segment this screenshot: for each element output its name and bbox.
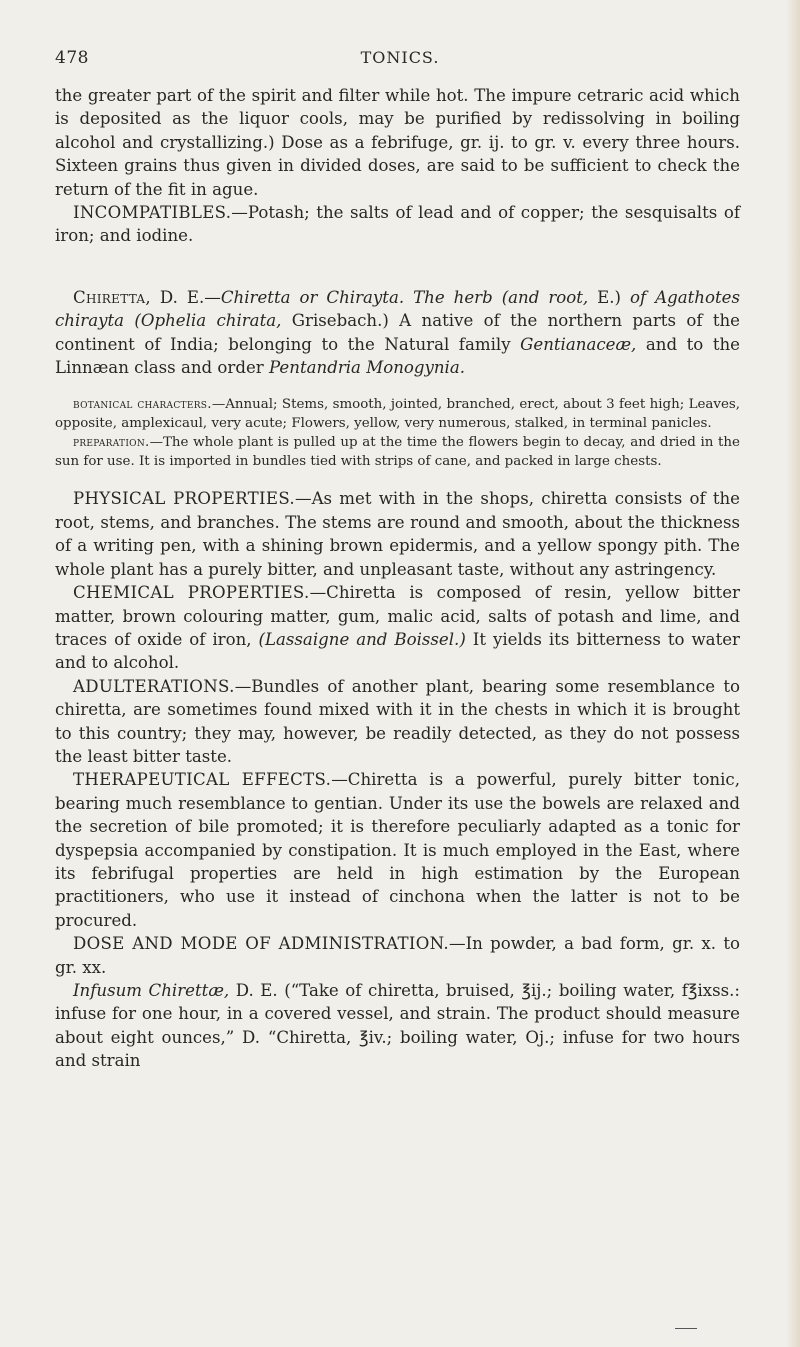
herb-label: The herb bbox=[404, 287, 502, 307]
chemical-text: —Chiretta is composed of resin, yellow bitter matter, brown colouring matter, gum, malic acid, salts of potash and lime, and traces of oxide of iron, bbox=[55, 583, 740, 649]
ophelia: (Ophelia chirata, bbox=[134, 311, 292, 331]
infusum-name: Infusum Chirettæ, bbox=[73, 981, 230, 1000]
chemical-citation: (Lassaigne and Boissel.) bbox=[258, 629, 466, 649]
running-head bbox=[55, 48, 740, 68]
paragraph-incompatibles bbox=[55, 201, 740, 248]
paragraph-chemical bbox=[55, 581, 740, 675]
paragraph-chiretta-entry bbox=[55, 286, 740, 380]
entry-synonym: Chiretta or Chirayta. bbox=[220, 287, 405, 307]
paragraph-botanical bbox=[55, 395, 740, 433]
linnaean: and to the Linnæan class and order bbox=[55, 334, 740, 378]
entry-reference: D. E.— bbox=[150, 287, 221, 307]
catchword-dash bbox=[675, 1328, 697, 1329]
paragraph-therapeutical bbox=[55, 768, 740, 932]
paragraph-dose bbox=[55, 932, 740, 979]
adulterations-text: —Bundles of another plant, bearing some resemblance to chiretta, are sometimes found mixed with it in the chests in which it is brought to this country; they may, however, be readily detected, as they do not possess the least bitter taste. bbox=[55, 676, 740, 766]
incompatibles-label: INCOMPATIBLES. bbox=[73, 203, 232, 223]
chemical-end: It yields its bitterness to water and to alcohol. bbox=[55, 629, 740, 673]
chemical-label: CHEMICAL PROPERTIES. bbox=[73, 583, 310, 603]
therapeutical-text: —Chiretta is a powerful, purely bitter tonic, bearing much resemblance to gentian. Under its use the bowels are relaxed and the secretion of bile promoted; it is therefore peculiarly adapted as a tonic for dyspepsia accompanied by constipation. It is much employed in the East, where its febrifugal properties are held in high estimation by the European practitioners, who use it instead of cinchona when the latter is not to be procured. bbox=[55, 770, 740, 930]
paragraph-physical bbox=[55, 487, 740, 581]
paragraph-cetraric: the greater part of the spirit and filter while hot. The impure cetraric acid which is deposited as the liquor cools, may be purified by redissolving in boiling alcohol and crystallizing.) Dose as a febrifuge, gr. ij. to gr. v. every three hours. Sixteen grains thus given in divided doses, are said to be sufficient to check the return of the fit in ague. bbox=[55, 86, 740, 199]
paragraph-infusum bbox=[55, 979, 740, 1073]
preparation-label: preparation. bbox=[73, 435, 150, 451]
therapeutical-label: THERAPEUTICAL EFFECTS. bbox=[73, 770, 332, 790]
entry-title: Chiretta, bbox=[73, 287, 151, 307]
physical-label: PHYSICAL PROPERTIES. bbox=[73, 489, 295, 509]
dose-label: DOSE AND MODE OF ADMINISTRATION. bbox=[73, 934, 449, 954]
grisebach: Grisebach.) A native of the northern parts of the continent of India; belonging to the Natural family bbox=[55, 311, 740, 354]
physical-text: —As met with in the shops, chiretta consists of the root, stems, and branches. The stems are round and smooth, about the thickness of a writing pen, with a shining brown epidermis, and a yellow spongy pith. The whole plant has a purely bitter, and unpleasant taste, without any astringency. bbox=[55, 489, 740, 579]
paragraph-preparation bbox=[55, 433, 740, 471]
herb-paren-end: E.) bbox=[597, 287, 622, 307]
page-edge-stain bbox=[786, 0, 800, 1347]
infusum-text: D. E. (“Take of chiretta, bruised, ℥ij.; boiling water, f℥ixss.: infuse for one hour, in a covered vessel, and strain. The product should measure about eight ounces,” D. “Chiretta, ℥iv.; boiling water, Oj.; infuse for two hours and strain bbox=[55, 981, 741, 1071]
paragraph-adulterations bbox=[55, 675, 740, 769]
incompatibles-text: —Potash; the salts of lead and of copper; the sesquisalts of iron; and iodine. bbox=[55, 203, 740, 246]
dose-text: —In powder, a bad form, gr. x. to gr. xx. bbox=[55, 934, 740, 977]
gentianaceae: Gentianaceæ, bbox=[520, 334, 637, 354]
agathotes: of Agathotes chirayta bbox=[55, 287, 740, 331]
running-title: TONICS. bbox=[360, 48, 440, 67]
page-number: 478 bbox=[55, 48, 89, 68]
adulterations-label: ADULTERATIONS. bbox=[73, 676, 235, 696]
herb-paren: (and root, bbox=[501, 287, 598, 307]
preparation-text: —The whole plant is pulled up at the time the flowers begin to decay, and dried in the sun for use. It is imported in bundles tied with strips of cane, and packed in large chests. bbox=[55, 435, 740, 470]
botanical-label: botanical characters. bbox=[73, 397, 212, 413]
pentandria: Pentandria Monogynia. bbox=[269, 358, 466, 378]
botanical-text: —Annual; Stems, smooth, jointed, branched, erect, about 3 feet high; Leaves, opposite, amplexicaul, very acute; Flowers, yellow, very numerous, stalked, in terminal panicles. bbox=[55, 397, 741, 432]
